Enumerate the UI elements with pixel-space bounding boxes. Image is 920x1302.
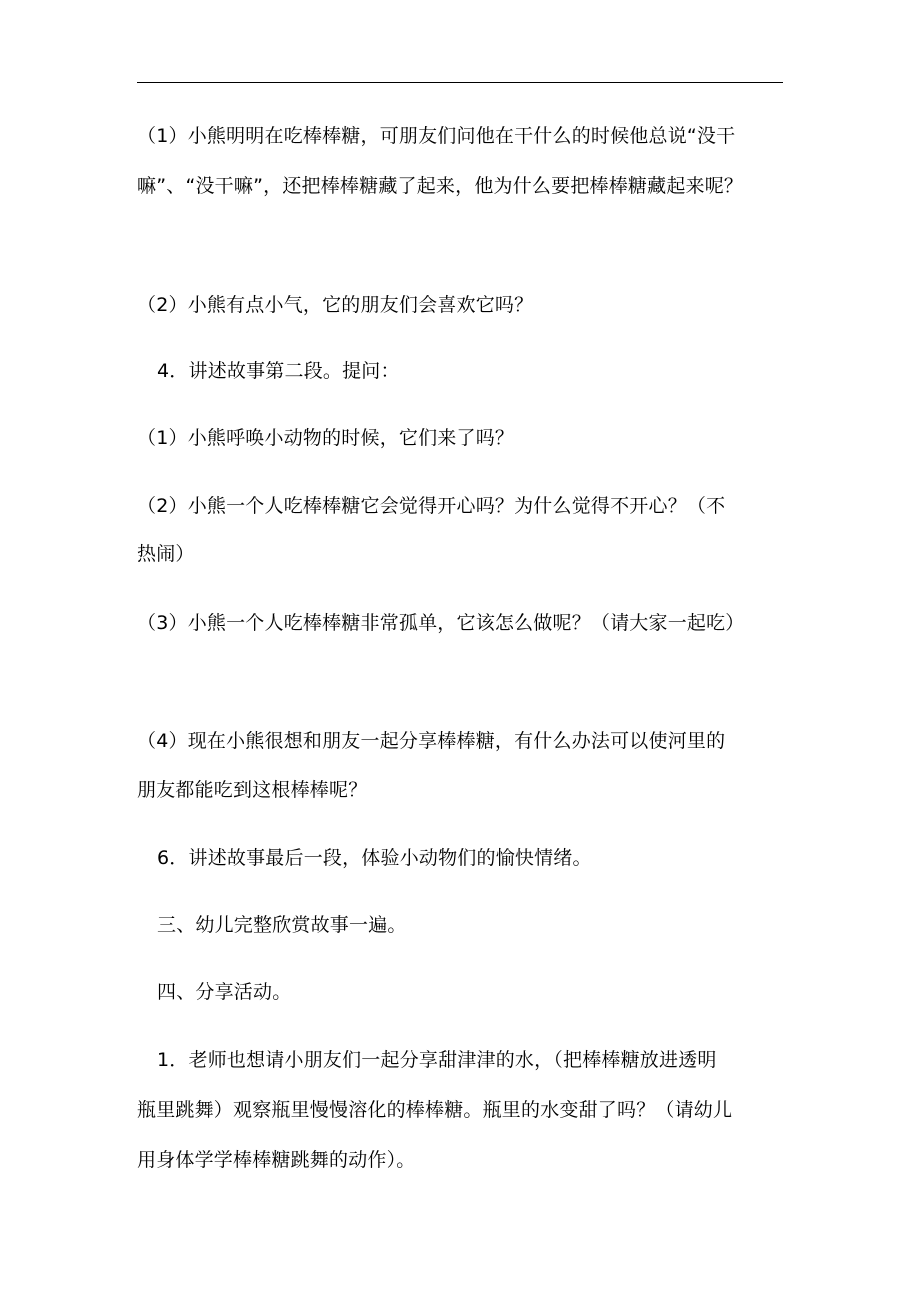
text-line: （2）小熊有点小气，它的朋友们会喜欢它吗？ [137, 294, 534, 316]
text-line: 瓶里跳舞）观察瓶里慢慢溶化的棒棒糖。瓶里的水变甜了吗？（请幼儿 [137, 1099, 733, 1121]
text-line: 嘛”、“没干嘛”，还把棒棒糖藏了起来，他为什么要把棒棒糖藏起来呢？ [137, 175, 744, 197]
text-line: 用身体学学棒棒糖跳舞的动作）。 [137, 1149, 416, 1171]
text-line: 1．老师也想请小朋友们一起分享甜津津的水，（把棒棒糖放进透明 [157, 1049, 717, 1071]
text-line: 朋友都能吃到这根棒棒呢？ [137, 779, 368, 801]
section-heading: 四、分享活动。 [157, 981, 292, 1003]
section-heading: 6．讲述故事最后一段，体验小动物们的愉快情绪。 [157, 847, 592, 869]
header-rule [137, 82, 783, 83]
text-line: （1）小熊呼唤小动物的时候，它们来了吗？ [137, 427, 515, 449]
section-heading: 4．讲述故事第二段。提问： [157, 360, 400, 382]
text-line: （1）小熊明明在吃棒棒糖，可朋友们问他在干什么的时候他总说“没干 [137, 125, 736, 147]
text-line: （3）小熊一个人吃棒棒糖非常孤单，它该怎么做呢？（请大家一起吃） [137, 612, 745, 634]
text-line: 热闹） [137, 543, 195, 565]
text-line: （2）小熊一个人吃棒棒糖它会觉得开心吗？为什么觉得不开心？（不 [137, 495, 726, 517]
section-heading: 三、幼儿完整欣赏故事一遍。 [157, 914, 407, 936]
text-line: （4）现在小熊很想和朋友一起分享棒棒糖，有什么办法可以使河里的 [137, 730, 726, 752]
